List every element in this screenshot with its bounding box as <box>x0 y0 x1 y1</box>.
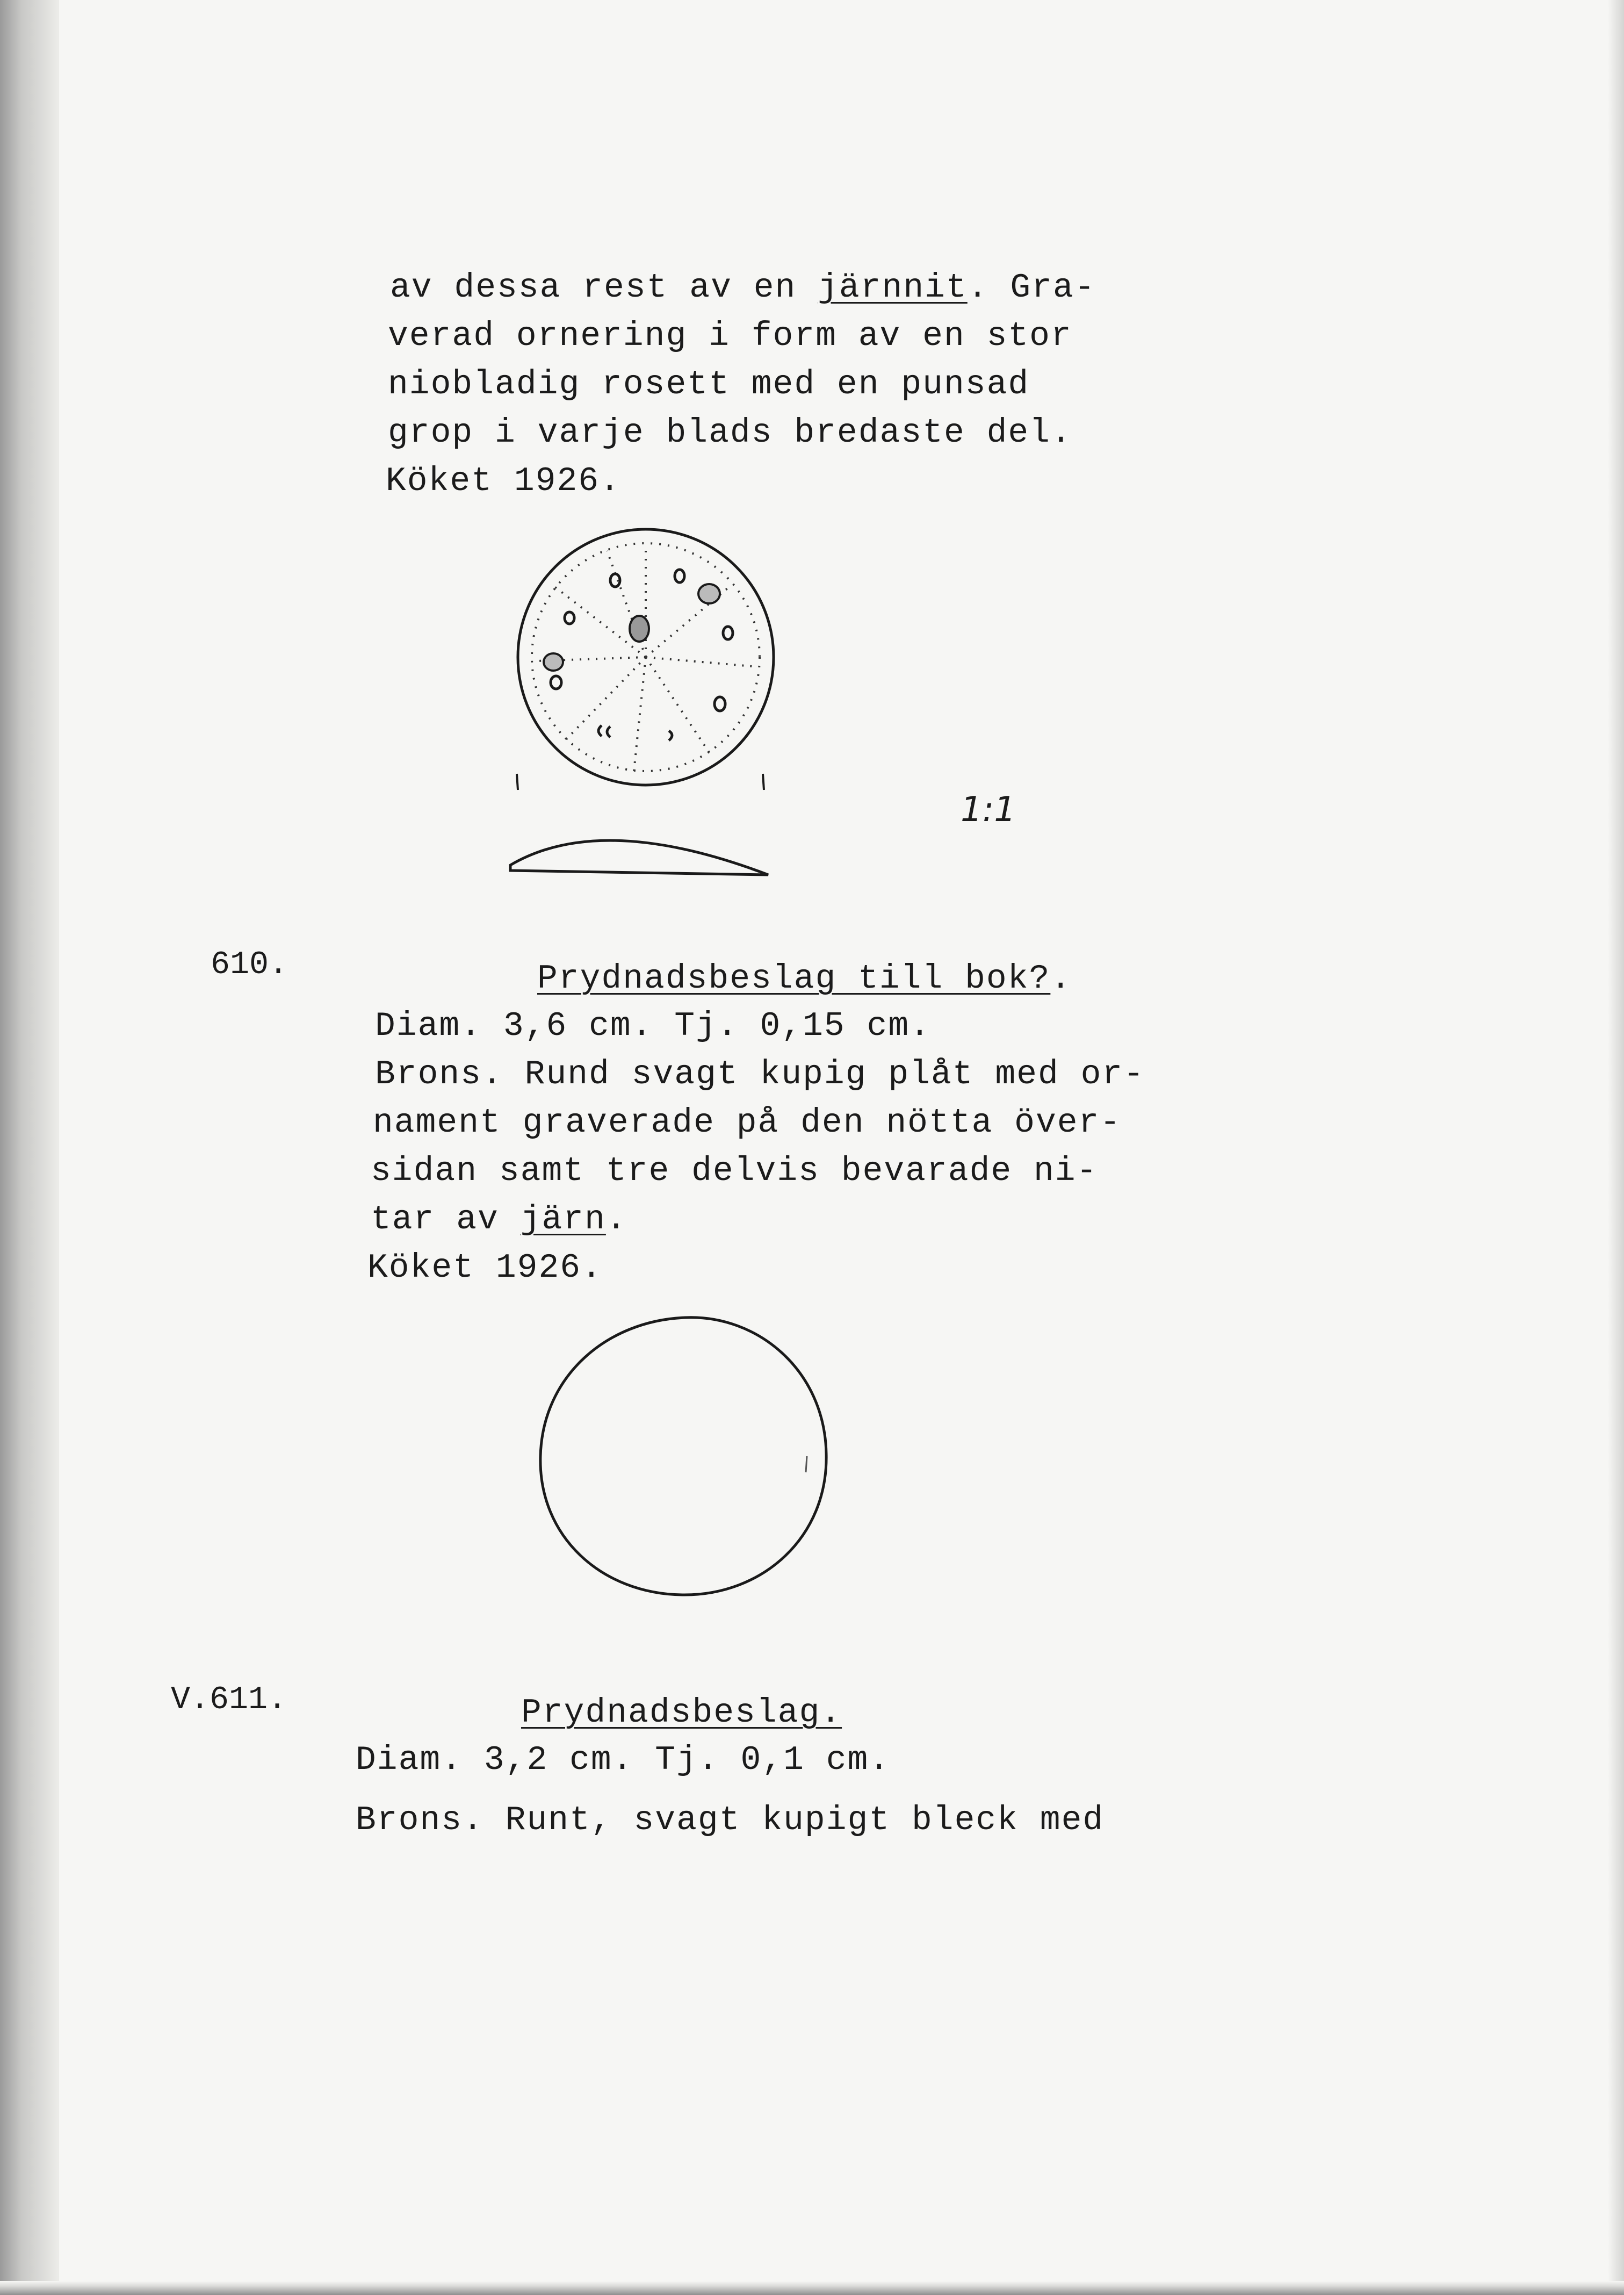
entry-line: tar av järn. <box>371 1200 627 1239</box>
scale-note: 1:1 <box>961 790 1016 830</box>
scan-shadow-right <box>1608 0 1624 2295</box>
continuation-line: av dessa rest av en järnnit. Gra- <box>390 269 1096 307</box>
continuation-line: niobladig rosett med en punsad <box>388 365 1030 404</box>
rosette-drawing <box>505 527 784 903</box>
continuation-line: verad ornering i form av en stor <box>388 317 1072 355</box>
entry-title: Prydnadsbeslag till bok?. <box>537 960 1072 998</box>
continuation-line: Köket 1926. <box>386 462 621 500</box>
entry-title <box>521 1689 842 1737</box>
circle-drawing <box>532 1311 838 1601</box>
entry-line: Diam. 3,2 cm. Tj. 0,1 cm. <box>356 1741 891 1779</box>
underlined-word: järnnit <box>818 269 968 307</box>
entry-number: 610. <box>211 947 288 983</box>
entry-line: sidan samt tre delvis bevarade ni- <box>371 1152 1098 1190</box>
continuation-line: grop i varje blads bredaste del. <box>388 414 1072 452</box>
scan-shadow-left <box>0 0 59 2295</box>
entry-line: nament graverade på den nötta över- <box>373 1104 1122 1142</box>
entry-title-text: Prydnadsbeslag till bok? <box>537 960 1051 998</box>
underlined-word: järn <box>520 1200 606 1239</box>
entry-number: V.611. <box>171 1682 287 1718</box>
entry-line: Köket 1926. <box>367 1249 603 1287</box>
entry-line: Brons. Rund svagt kupig plåt med or- <box>375 1055 1145 1093</box>
entry-title-text: Prydnadsbeslag. <box>521 1694 842 1732</box>
entry-line: Diam. 3,6 cm. Tj. 0,15 cm. <box>375 1007 931 1045</box>
entry-line: Brons. Runt, svagt kupigt bleck med <box>356 1801 1105 1839</box>
scan-shadow-bottom <box>0 2281 1624 2295</box>
